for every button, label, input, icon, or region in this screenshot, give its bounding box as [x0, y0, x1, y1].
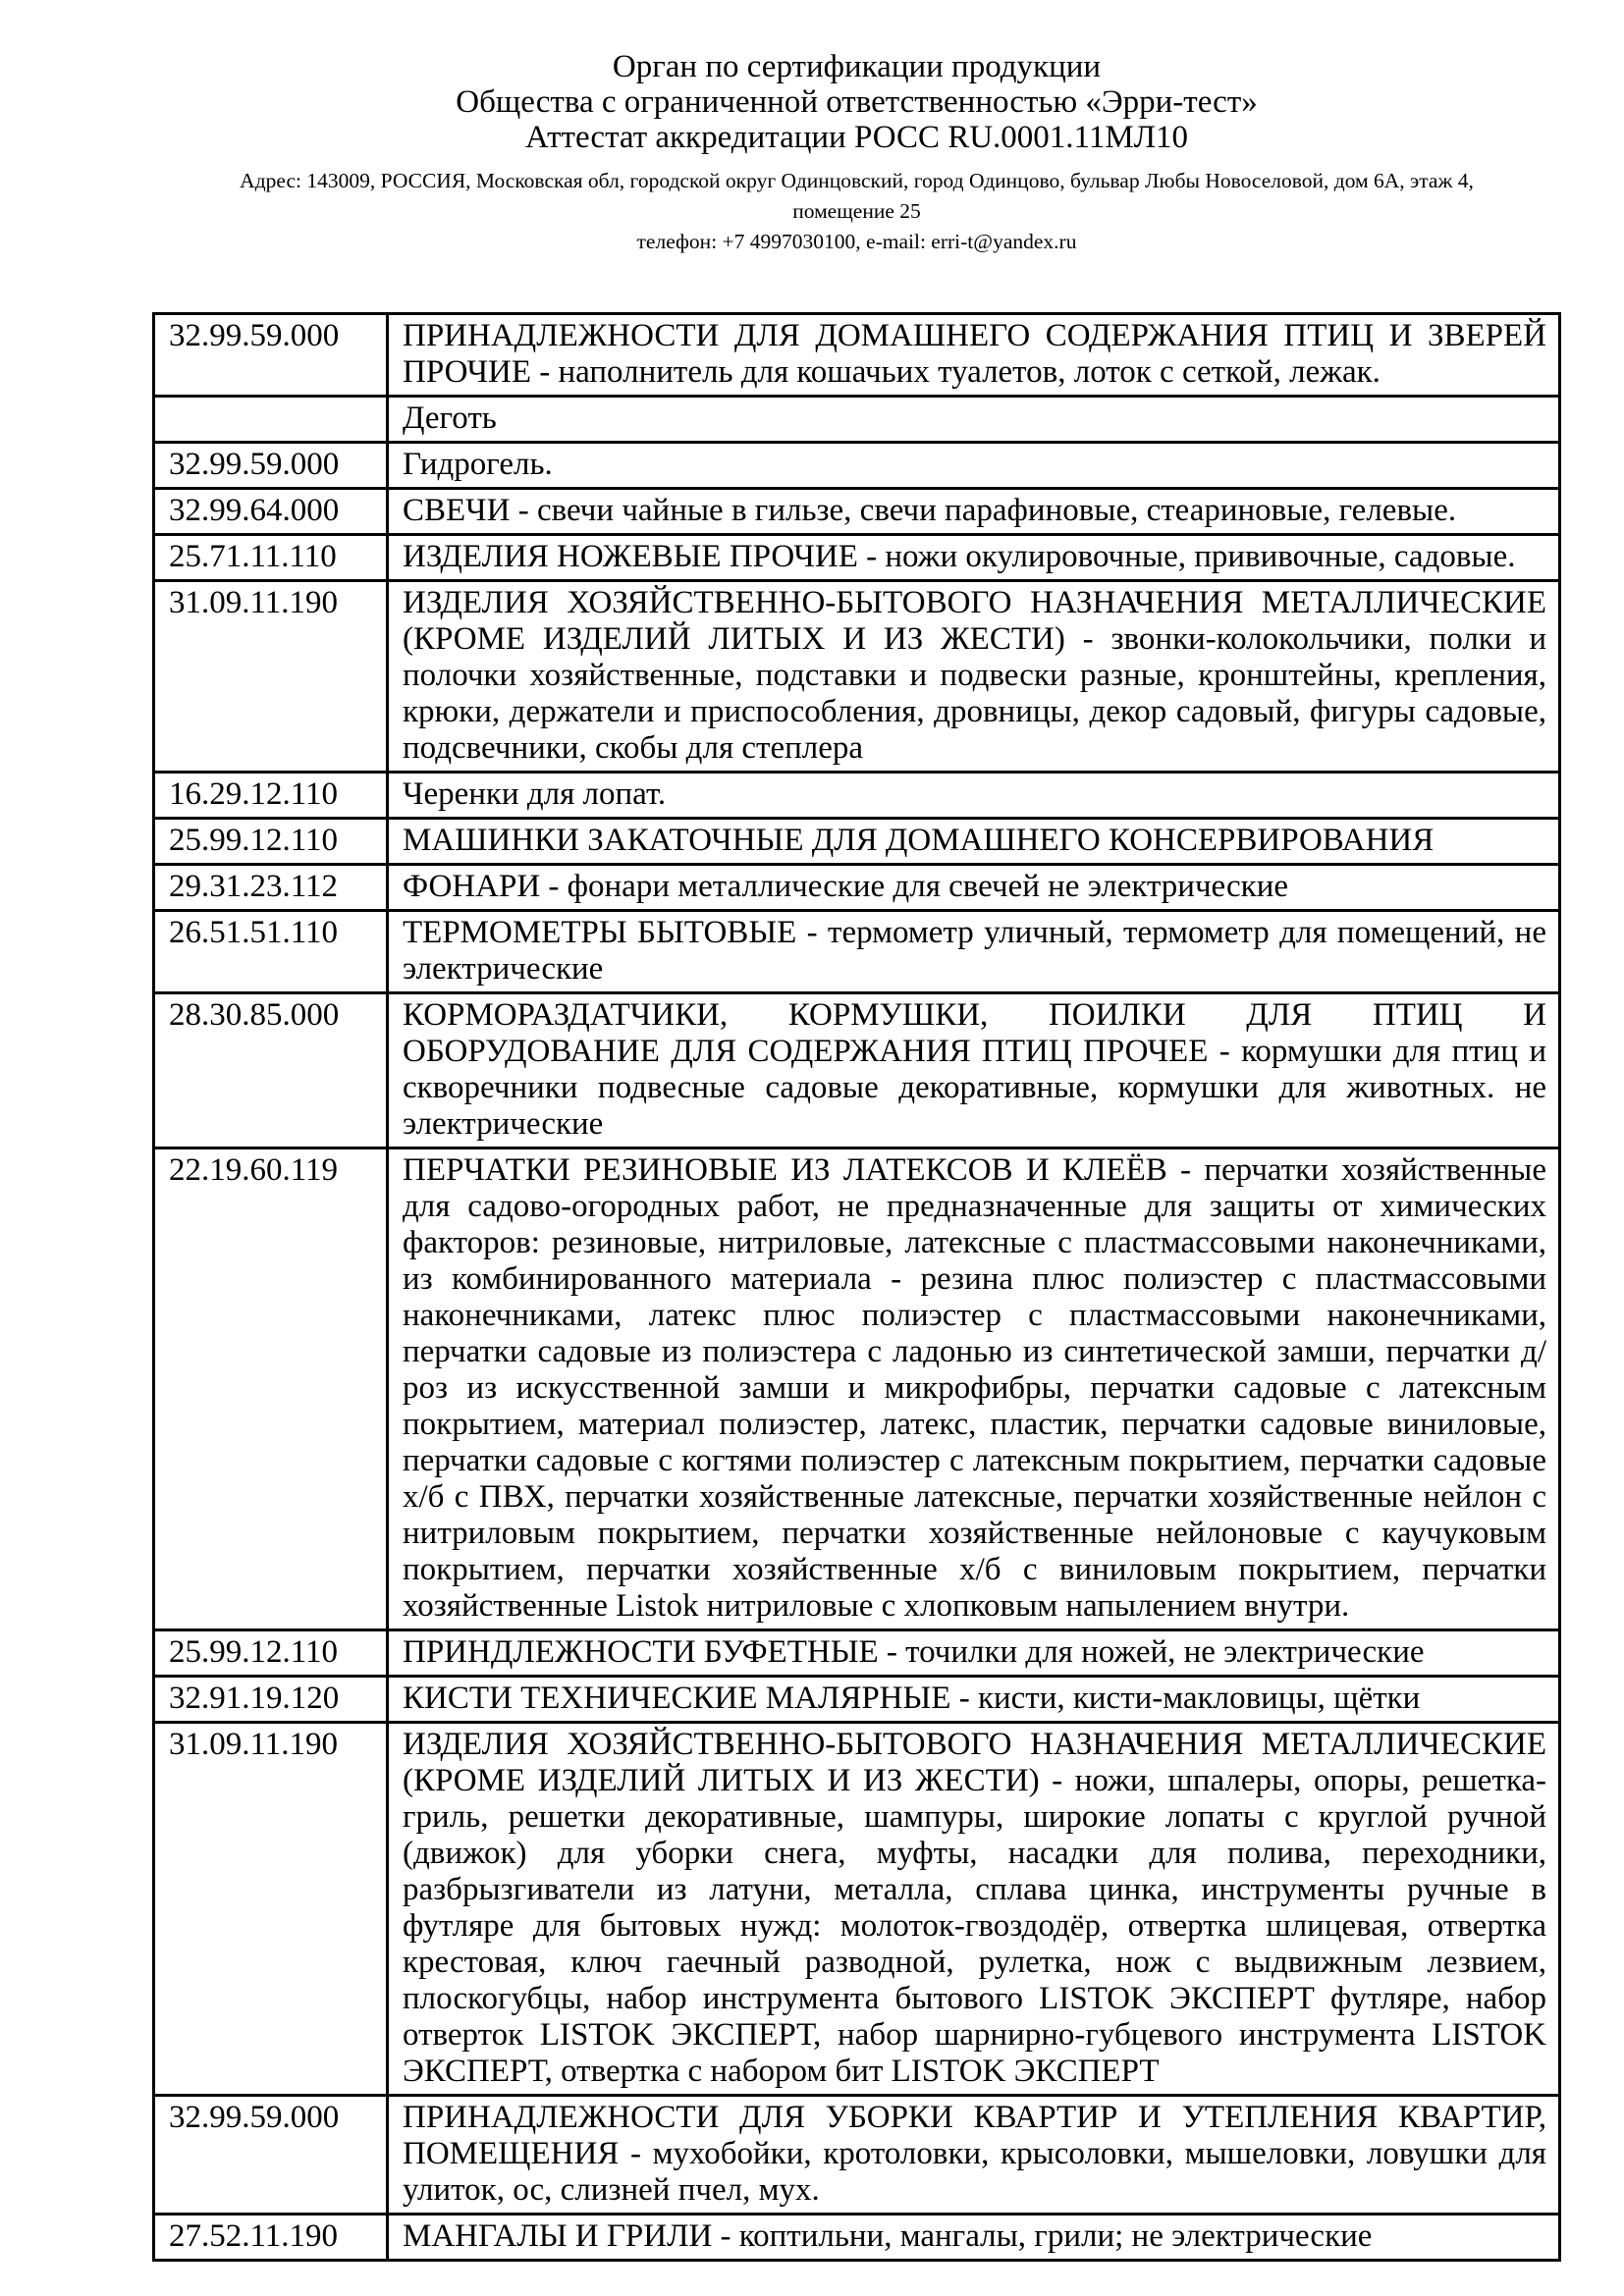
table-row	[154, 1630, 1560, 1677]
description-cell: Гидрогель.	[388, 443, 1560, 489]
description-cell: ИЗДЕЛИЯ ХОЗЯЙСТВЕННО-БЫТОВОГО НАЗНАЧЕНИЯ МЕТАЛЛИЧЕСКИЕ (КРОМЕ ИЗДЕЛИЙ ЛИТЫХ И ИЗ ЖЕСТИ) - ножи, шпалеры, опоры, решетка-гриль, решетки декоративные, шампуры, широкие лопаты с круглой ручной (движок) для уборки снега, муфты, насадки для полива, переходники, разбрызгиватели из латуни, металла, сплава цинка, инструменты ручные в футляре для бытовых нужд: молоток-гвоздодёр, отвертка шлицевая, отвертка крестовая, ключ гаечный разводной, рулетка, нож с выдвижным лезвием, плоскогубцы, набор инструмента бытового LISTOK ЭКСПЕРТ футляре, набор отверток LISTOK ЭКСПЕРТ, набор шарнирно-губцевого инструмента LISTOK ЭКСПЕРТ, отвертка с набором бит LISTOK ЭКСПЕРТ	[388, 1723, 1560, 2096]
description-cell: МАШИНКИ ЗАКАТОЧНЫЕ ДЛЯ ДОМАШНЕГО КОНСЕРВИРОВАНИЯ	[388, 819, 1560, 865]
table-row	[154, 397, 1560, 443]
document-header	[152, 0, 1561, 257]
product-code-table	[152, 312, 1561, 2262]
table-row	[154, 819, 1560, 865]
description-cell: Деготь	[388, 397, 1560, 443]
table-row	[154, 911, 1560, 993]
header-contact-line: телефон: +7 4997030100, e-mail: erri-t@yandex.ru	[636, 230, 1077, 253]
description-cell: СВЕЧИ - свечи чайные в гильзе, свечи парафиновые, стеариновые, гелевые.	[388, 489, 1560, 535]
description-cell: Черенки для лопат.	[388, 773, 1560, 819]
table-row	[154, 2215, 1560, 2261]
code-cell: 25.99.12.110	[154, 819, 388, 865]
code-cell: 25.99.12.110	[154, 1630, 388, 1677]
description-cell: ИЗДЕЛИЯ НОЖЕВЫЕ ПРОЧИЕ - ножи окулировочные, прививочные, садовые.	[388, 535, 1560, 581]
code-cell: 22.19.60.119	[154, 1148, 388, 1630]
description-cell: ПРИНАДЛЕЖНОСТИ ДЛЯ ДОМАШНЕГО СОДЕРЖАНИЯ ПТИЦ И ЗВЕРЕЙ ПРОЧИЕ - наполнитель для кошачьих туалетов, лоток с сеткой, лежак.	[388, 314, 1560, 397]
code-cell: 29.31.23.112	[154, 865, 388, 911]
table-row	[154, 314, 1560, 397]
code-cell: 27.52.11.190	[154, 2215, 388, 2261]
table-row	[154, 993, 1560, 1148]
code-cell	[154, 397, 388, 443]
header-attestation-line: Аттестат аккредитации РОСС RU.0001.11МЛ10	[524, 120, 1189, 155]
code-cell: 32.91.19.120	[154, 1677, 388, 1723]
header-address-line-1: Адрес: 143009, РОССИЯ, Московская обл, городской округ Одинцовский, город Одинцово, бульвар Любы Новоселовой, дом 6А, этаж 4,	[240, 169, 1474, 192]
code-cell: 16.29.12.110	[154, 773, 388, 819]
description-cell: МАНГАЛЫ И ГРИЛИ - коптильни, мангалы, грили; не электрические	[388, 2215, 1560, 2261]
header-address-line-2: помещение 25	[792, 199, 921, 223]
table-row	[154, 1148, 1560, 1630]
description-cell: ТЕРМОМЕТРЫ БЫТОВЫЕ - термометр уличный, термометр для помещений, не электрические	[388, 911, 1560, 993]
table-row	[154, 1723, 1560, 2096]
description-cell: ПРИНАДЛЕЖНОСТИ ДЛЯ УБОРКИ КВАРТИР И УТЕПЛЕНИЯ КВАРТИР, ПОМЕЩЕНИЯ - мухобойки, кротоловки, крысоловки, мышеловки, ловушки для улиток, ос, слизней пчел, мух.	[388, 2096, 1560, 2215]
description-cell: ПРИНДЛЕЖНОСТИ БУФЕТНЫЕ - точилки для ножей, не электрические	[388, 1630, 1560, 1677]
description-cell: ФОНАРИ - фонари металлические для свечей не электрические	[388, 865, 1560, 911]
code-cell: 32.99.64.000	[154, 489, 388, 535]
description-cell: ПЕРЧАТКИ РЕЗИНОВЫЕ ИЗ ЛАТЕКСОВ И КЛЕЁВ - перчатки хозяйственные для садово-огородных работ, не предназначенные для защиты от химических факторов: резиновые, нитриловые, латексные с пластмассовыми наконечниками, из комбинированного материала - резина плюс полиэстер с пластмассовыми наконечниками, латекс плюс полиэстер с пластмассовыми наконечниками, перчатки садовые из полиэстера с ладонью из синтетической замши, перчатки д/роз из искусственной замши и микрофибры, перчатки садовые с латексным покрытием, материал полиэстер, латекс, пластик, перчатки садовые виниловые, перчатки садовые с когтями полиэстер с латексным покрытием, перчатки садовые х/б с ПВХ, перчатки хозяйственные латексные, перчатки хозяйственные нейлон с нитриловым покрытием, перчатки хозяйственные нейлоновые с каучуковым покрытием, перчатки хозяйственные х/б с виниловым покрытием, перчатки хозяйственные Listok нитриловые с хлопковым напылением внутри.	[388, 1148, 1560, 1630]
code-cell: 31.09.11.190	[154, 581, 388, 773]
table-row	[154, 443, 1560, 489]
description-cell: ИЗДЕЛИЯ ХОЗЯЙСТВЕННО-БЫТОВОГО НАЗНАЧЕНИЯ МЕТАЛЛИЧЕСКИЕ (КРОМЕ ИЗДЕЛИЙ ЛИТЫХ И ИЗ ЖЕСТИ) - звонки-колокольчики, полки и полочки хозяйственные, подставки и подвески разные, кронштейны, крепления, крюки, держатели и приспособления, дровницы, декор садовый, фигуры садовые, подсвечники, скобы для степлера	[388, 581, 1560, 773]
description-cell: КОРМОРАЗДАТЧИКИ, КОРМУШКИ, ПОИЛКИ ДЛЯ ПТИЦ И ОБОРУДОВАНИЕ ДЛЯ СОДЕРЖАНИЯ ПТИЦ ПРОЧЕЕ - кормушки для птиц и скворечники подвесные садовые декоративные, кормушки для животных. не электрические	[388, 993, 1560, 1148]
code-cell: 32.99.59.000	[154, 314, 388, 397]
table-row	[154, 1677, 1560, 1723]
header-org-line: Орган по сертификации продукции	[612, 49, 1102, 84]
header-company-line: Общества с ограниченной ответственностью «Эрри-тест»	[456, 84, 1258, 120]
table-row	[154, 489, 1560, 535]
product-table-body	[154, 314, 1560, 2261]
table-row	[154, 773, 1560, 819]
table-row	[154, 2096, 1560, 2215]
code-cell: 26.51.51.110	[154, 911, 388, 993]
code-cell: 25.71.11.110	[154, 535, 388, 581]
code-cell: 31.09.11.190	[154, 1723, 388, 2096]
table-row	[154, 865, 1560, 911]
code-cell: 32.99.59.000	[154, 443, 388, 489]
table-row	[154, 535, 1560, 581]
table-row	[154, 581, 1560, 773]
code-cell: 32.99.59.000	[154, 2096, 388, 2215]
description-cell: КИСТИ ТЕХНИЧЕСКИЕ МАЛЯРНЫЕ - кисти, кисти-макловицы, щётки	[388, 1677, 1560, 1723]
code-cell: 28.30.85.000	[154, 993, 388, 1148]
